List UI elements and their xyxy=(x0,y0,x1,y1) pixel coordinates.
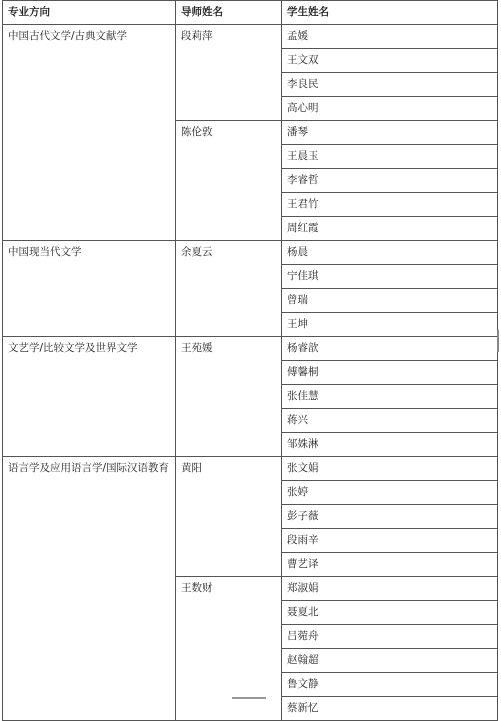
major-cell: 中国现当代文学 xyxy=(3,241,176,337)
student-cell: 王文双 xyxy=(282,49,498,73)
advisor-cell: 余夏云 xyxy=(176,241,282,337)
student-cell: 吕菀舟 xyxy=(282,625,498,649)
student-cell: 彭子薇 xyxy=(282,505,498,529)
student-cell: 蔡新忆 xyxy=(282,697,498,721)
student-cell: 郑淑娟 xyxy=(282,577,498,601)
advisor-cell: 陈伦敦 xyxy=(176,121,282,241)
student-cell: 鲁文静 xyxy=(282,673,498,697)
table-row xyxy=(3,337,498,361)
page-break-marker xyxy=(232,697,266,699)
student-cell: 聂夏北 xyxy=(282,601,498,625)
student-cell: 张文娟 xyxy=(282,457,498,481)
advisor-cell: 黄阳 xyxy=(176,457,282,577)
student-cell: 王坤 xyxy=(282,313,498,337)
student-cell: 王君竹 xyxy=(282,193,498,217)
student-cell: 宁佳琪 xyxy=(282,265,498,289)
table-row xyxy=(3,241,498,265)
student-cell: 李良民 xyxy=(282,73,498,97)
student-advisor-table xyxy=(2,0,498,721)
student-cell: 赵翰超 xyxy=(282,649,498,673)
student-cell: 曹艺译 xyxy=(282,553,498,577)
header-major: 专业方向 xyxy=(3,1,176,25)
student-cell: 王晨玉 xyxy=(282,145,498,169)
table-row xyxy=(3,25,498,49)
student-cell: 蒋兴 xyxy=(282,409,498,433)
student-cell: 曾瑞 xyxy=(282,289,498,313)
header-advisor: 导师姓名 xyxy=(176,1,282,25)
student-cell: 李睿哲 xyxy=(282,169,498,193)
student-cell: 孟媛 xyxy=(282,25,498,49)
student-cell: 张婷 xyxy=(282,481,498,505)
header-student: 学生姓名 xyxy=(282,1,498,25)
major-cell: 文艺学/比较文学及世界文学 xyxy=(3,337,176,457)
student-cell: 周红霞 xyxy=(282,217,498,241)
student-cell: 邹姝淋 xyxy=(282,433,498,457)
student-cell: 潘琴 xyxy=(282,121,498,145)
advisor-cell: 王苑媛 xyxy=(176,337,282,457)
student-cell: 张佳慧 xyxy=(282,385,498,409)
student-cell: 段雨辛 xyxy=(282,529,498,553)
major-cell: 中国古代文学/古典文献学 xyxy=(3,25,176,241)
scroll-marker xyxy=(497,330,499,352)
student-cell: 杨睿歆 xyxy=(282,337,498,361)
advisor-cell: 王数财 xyxy=(176,577,282,721)
student-cell: 高心明 xyxy=(282,97,498,121)
student-cell: 杨晨 xyxy=(282,241,498,265)
header-row xyxy=(3,1,498,25)
major-cell: 语言学及应用语言学/国际汉语教育 xyxy=(3,457,176,721)
advisor-cell: 段莉萍 xyxy=(176,25,282,121)
student-cell: 傅馨桐 xyxy=(282,361,498,385)
table-row xyxy=(3,457,498,481)
